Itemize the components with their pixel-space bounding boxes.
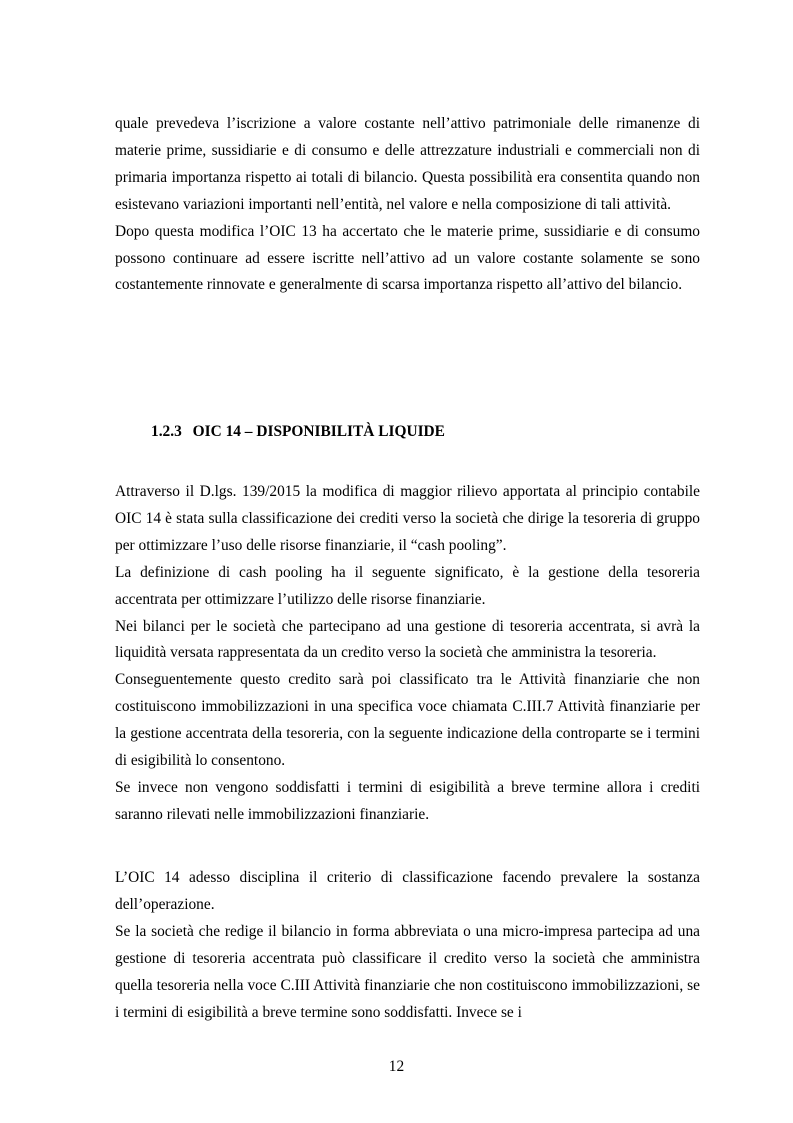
tail-paragraph-1: L’OIC 14 adesso disciplina il criterio di classificazione facendo prevalere la sostanza dell’operazione.	[115, 869, 700, 913]
section-heading-title: OIC 14 – DISPONIBILITÀ LIQUIDE	[192, 423, 445, 440]
intro-paragraph-1: quale prevedeva l’iscrizione a valore costante nell’attivo patrimoniale delle rimanenze di materie prime, sussidiarie e di consumo e delle attrezzature industriali e commerciali non di primaria importanza rispetto ai totali di bilancio. Questa possibilità era consentita quando non esistevano variazioni importanti nell’entità, nel valore e nella composizione di tali attività.	[115, 115, 700, 213]
body-paragraph-4: Conseguentemente questo credito sarà poi classificato tra le Attività finanziarie che non costituiscono immobilizzazioni in una specifica voce chiamata C.III.7 Attività finanziarie per la gestione accentrata della tesoreria, con la seguente indicazione della controparte se i termini di esigibilità lo consentono.	[115, 671, 700, 770]
section-heading-number: 1.2.3	[151, 423, 182, 440]
body-text-block	[115, 479, 700, 829]
page-number: 12	[388, 1058, 405, 1075]
tail-text-block	[115, 865, 700, 1026]
body-paragraph-2: La definizione di cash pooling ha il seguente significato, è la gestione della tesoreria accentrata per ottimizzare l’utilizzo delle risorse finanziarie.	[115, 563, 700, 608]
intro-text-block	[115, 111, 700, 299]
intro-paragraph-2: Dopo questa modifica l’OIC 13 ha accertato che le materie prime, sussidiarie e di consumo possono continuare ad essere iscritte nell’attivo ad un valore costante solamente se sono costantemente rinnovate e generalmente di scarsa importanza rispetto all’attivo del bilancio.	[115, 222, 700, 294]
body-paragraph-3: Nei bilanci per le società che partecipano ad una gestione di tesoreria accentrata, si avrà la liquidità versata rappresentata da un credito verso la società che amministra la tesoreria.	[115, 617, 700, 662]
body-paragraph-1: Attraverso il D.lgs. 139/2015 la modifica di maggior rilievo apportata al principio contabile OIC 14 è stata sulla classificazione dei crediti verso la società che dirige la tesoreria di gruppo per ottimizzare l’uso delle risorse finanziarie, il “cash pooling”.	[115, 483, 700, 554]
section-heading	[151, 421, 445, 443]
body-paragraph-5: Se invece non vengono soddisfatti i termini di esigibilità a breve termine allora i crediti saranno rilevati nelle immobilizzazioni finanziarie.	[115, 778, 700, 823]
tail-paragraph-2: Se la società che redige il bilancio in forma abbreviata o una micro-impresa partecipa ad una gestione di tesoreria accentrata può classificare il credito verso la società che amministra quella tesoreria nella voce C.III Attività finanziarie che non costituiscono immobilizzazioni, se i termini di esigibilità a breve termine sono soddisfatti. Invece se i	[115, 922, 700, 1021]
